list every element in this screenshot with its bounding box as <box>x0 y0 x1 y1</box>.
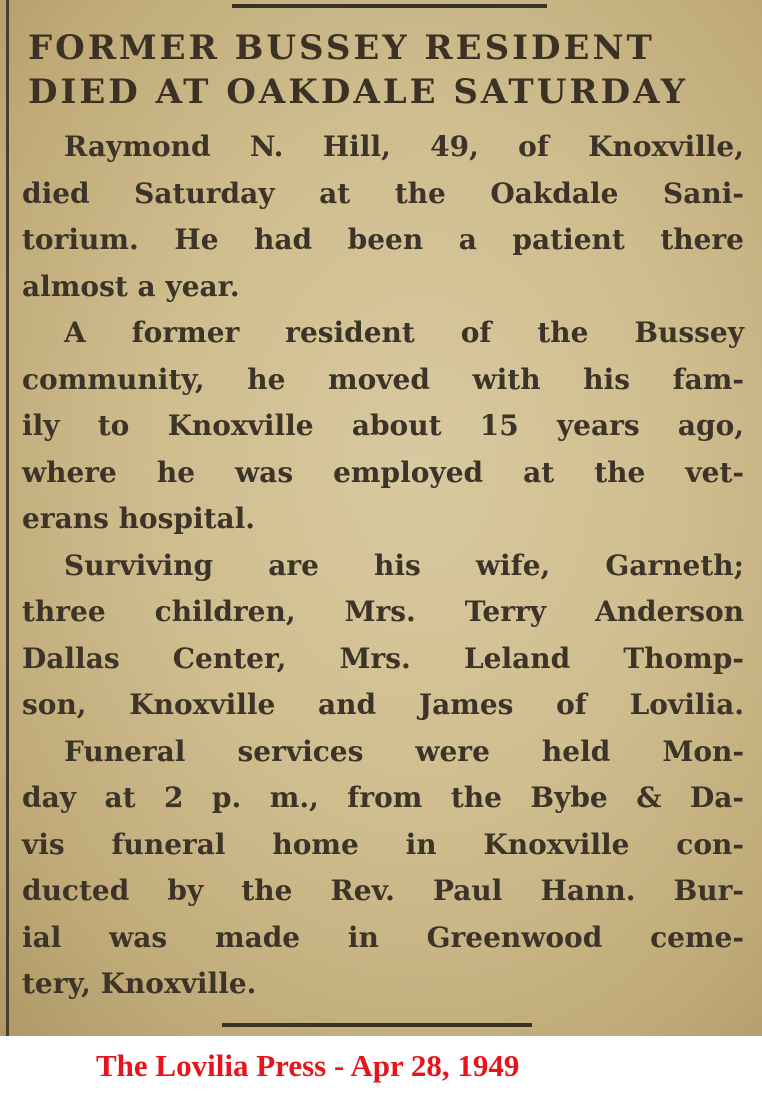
article-line: torium. He had been a patient there <box>22 223 744 256</box>
article-line: ial was made in Greenwood ceme- <box>22 920 744 954</box>
article-line: Surviving are his wife, Garneth; <box>64 548 744 582</box>
article-line: died Saturday at the Oakdale Sani- <box>22 176 744 210</box>
article-line: day at 2 p. m., from the Bybe & Da- <box>22 781 744 814</box>
column-rule-left <box>6 0 9 1036</box>
article-line: three children, Mrs. Terry Anderson <box>22 595 744 628</box>
article-line: vis funeral home in Knoxville con- <box>22 827 744 861</box>
article-line: where he was employed at the vet- <box>22 455 744 489</box>
article-line: erans hospital. <box>22 502 256 535</box>
article-line: A former resident of the Bussey <box>64 316 744 349</box>
article-line: Funeral services were held Mon- <box>64 734 744 768</box>
article-line: son, Knoxville and James of Lovilia. <box>22 688 744 721</box>
article-line: ily to Knoxville about 15 years ago, <box>22 409 744 442</box>
article-line: almost a year. <box>22 269 240 303</box>
headline <box>28 26 748 114</box>
source-caption: The Lovilia Press - Apr 28, 1949 <box>96 1048 520 1083</box>
column-rule-top <box>232 4 547 8</box>
article-line: Raymond N. Hill, 49, of Knoxville, <box>64 130 744 163</box>
article-line: community, he moved with his fam- <box>22 362 744 396</box>
column-rule-bottom <box>222 1023 532 1027</box>
article-body <box>22 124 744 1008</box>
article-line: ducted by the Rev. Paul Hann. Bur- <box>22 874 744 907</box>
headline-line: DIED AT OAKDALE SATURDAY <box>28 72 689 112</box>
article-line: tery, Knoxville. <box>22 967 257 1000</box>
headline-line: FORMER BUSSEY RESIDENT <box>28 28 655 68</box>
article-line: Dallas Center, Mrs. Leland Thomp- <box>22 641 744 675</box>
